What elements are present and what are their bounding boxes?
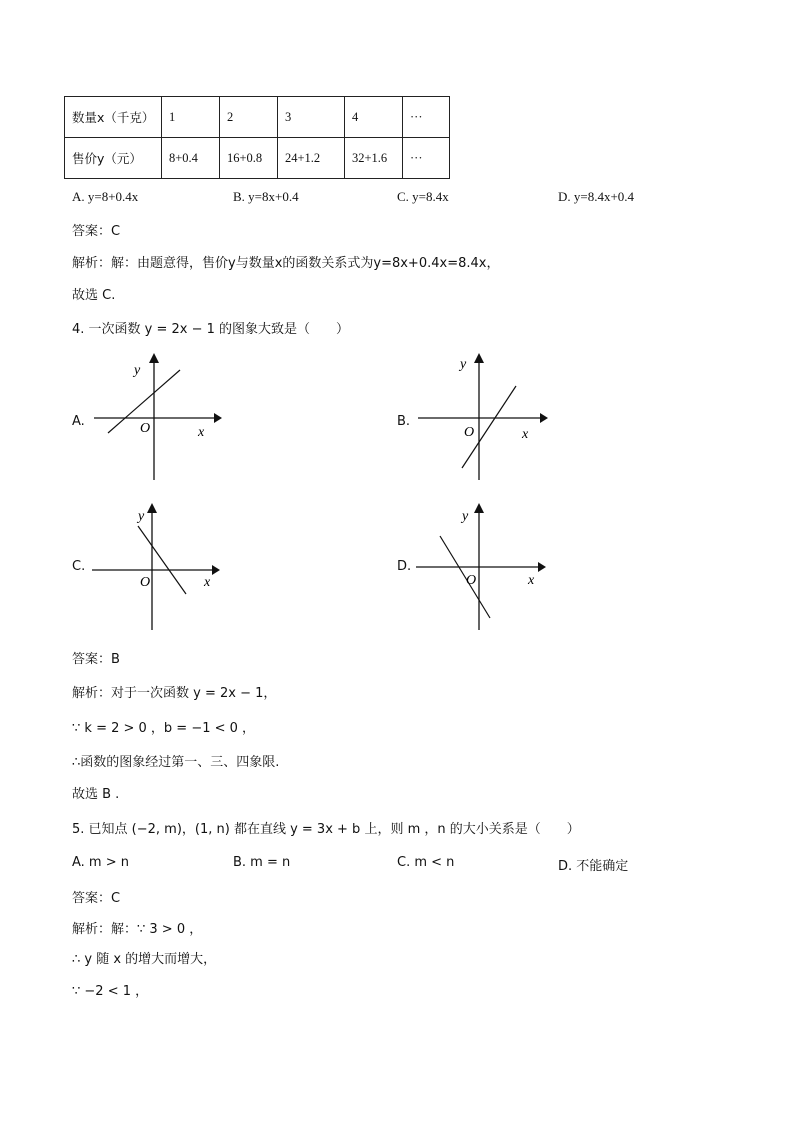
x-axis-label: x	[528, 573, 535, 588]
graph-d	[414, 500, 549, 632]
origin-label: O	[466, 573, 477, 588]
q5-stem: 5. 已知点 (−2, m)，(1, n) 都在直线 y = 3x + b 上，则 m ，n 的大小关系是（ ）	[72, 822, 580, 837]
q5-option-a: A. m > n	[72, 855, 129, 870]
table-cell: ···	[403, 138, 450, 179]
origin-label: O	[140, 575, 151, 590]
table-row	[65, 138, 450, 179]
table-cell: 2	[220, 97, 278, 138]
x-axis-label: x	[198, 425, 205, 440]
table-cell: 1	[162, 97, 220, 138]
q3-choose: 故选 C.	[72, 288, 116, 303]
y-axis-label: y	[462, 509, 469, 524]
y-axis-label: y	[134, 363, 141, 378]
graph-line	[440, 536, 490, 618]
y-axis-label: y	[460, 357, 467, 372]
table-cell: 4	[345, 97, 403, 138]
q4-option-label-d: D.	[397, 559, 412, 574]
table-cell: 数量x（千克）	[65, 97, 162, 138]
table-row	[65, 97, 450, 138]
q3-analysis: 解析：解：由题意得，售价y与数量x的函数关系式为y=8x+0.4x=8.4x，	[72, 256, 500, 271]
q4-option-label-b: B.	[397, 414, 411, 429]
origin-label: O	[140, 421, 151, 436]
q5-option-d: D. 不能确定	[558, 859, 629, 874]
origin-label: O	[464, 425, 475, 440]
graph-a	[88, 352, 223, 482]
y-axis-label: y	[138, 509, 145, 524]
q3-option-d: D. y=8.4x+0.4	[558, 189, 635, 204]
x-axis-label: x	[204, 575, 211, 590]
price-table	[64, 96, 450, 179]
q4-analysis-1: 解析：对于一次函数 y = 2x − 1，	[72, 686, 277, 701]
q4-analysis-3: ∴函数的图象经过第一、三、四象限.	[72, 755, 280, 770]
q5-analysis-1: 解析：解：∵ 3 > 0 ，	[72, 922, 203, 937]
q5-option-b: B. m = n	[233, 855, 291, 870]
table-cell: 8+0.4	[162, 138, 220, 179]
graph-b	[414, 352, 549, 482]
q4-choose: 故选 B .	[72, 787, 120, 802]
table-cell: 3	[278, 97, 345, 138]
graph-c	[88, 500, 223, 632]
table-cell: 24+1.2	[278, 138, 345, 179]
q4-option-label-c: C.	[72, 559, 86, 574]
q3-option-c: C. y=8.4x	[397, 189, 449, 204]
q4-option-label-a: A.	[72, 414, 85, 429]
q4-analysis-2: ∵ k = 2 > 0 ，b = −1 < 0 ，	[72, 721, 256, 736]
q5-analysis-3: ∵ −2 < 1 ，	[72, 984, 149, 999]
table-cell: ···	[403, 97, 450, 138]
q4-stem: 4. 一次函数 y = 2x − 1 的图象大致是（ ）	[72, 322, 350, 337]
q3-answer: 答案：C	[72, 224, 121, 239]
q5-analysis-2: ∴ y 随 x 的增大而增大，	[72, 952, 217, 967]
x-axis-label: x	[522, 427, 529, 442]
q3-option-a: A. y=8+0.4x	[72, 189, 139, 204]
q5-option-c: C. m < n	[397, 855, 455, 870]
table-cell: 16+0.8	[220, 138, 278, 179]
q4-answer: 答案：B	[72, 652, 120, 667]
q5-answer: 答案：C	[72, 891, 121, 906]
table-cell: 32+1.6	[345, 138, 403, 179]
q3-option-b: B. y=8x+0.4	[233, 189, 299, 204]
table-cell: 售价y（元）	[65, 138, 162, 179]
